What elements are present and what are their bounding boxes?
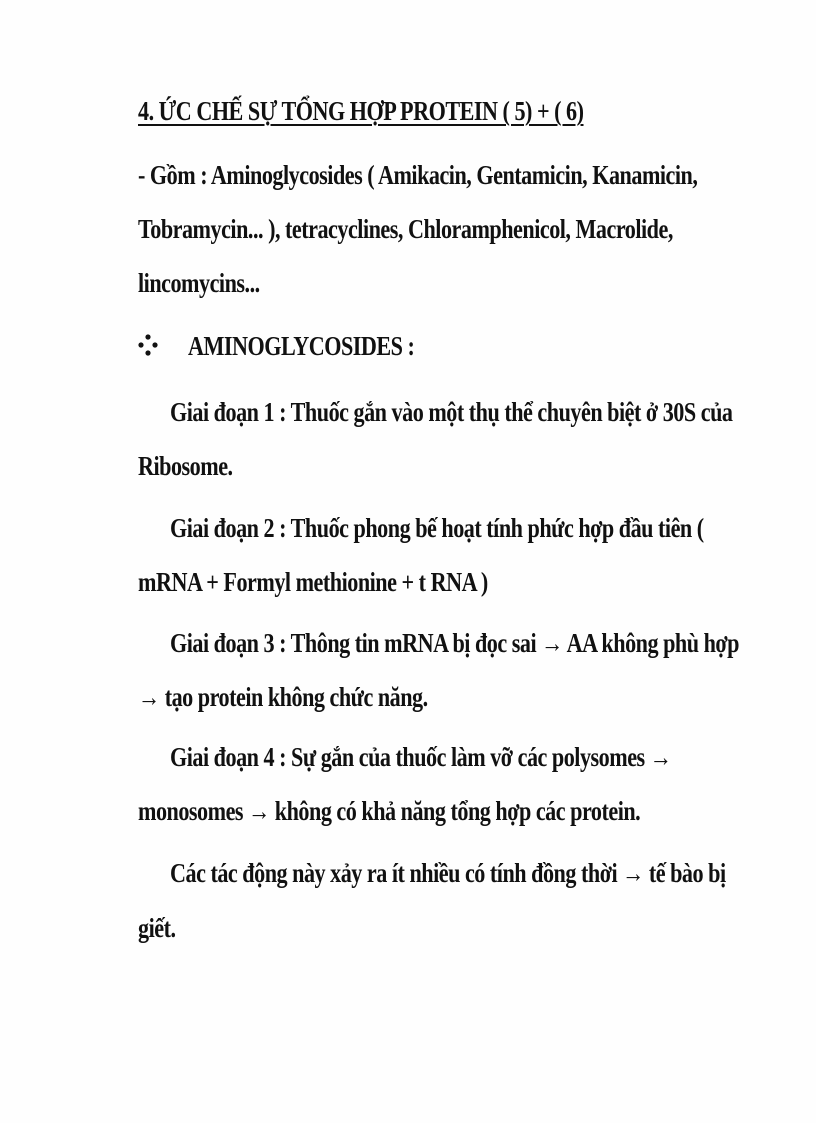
stage-3-line-2: → tạo protein không chức năng. (138, 682, 428, 712)
stage-4-line-2: monosomes → không có khả năng tổng hợp các protein. (138, 796, 641, 826)
intro-line-3: lincomycins... (138, 268, 260, 298)
four-dot-diamond-bullet-icon (138, 334, 158, 356)
conclusion-line-2: giết. (138, 913, 176, 943)
stage-4-line-1: Giai đoạn 4 : Sự gắn của thuốc làm vỡ các polysomes → (170, 742, 672, 772)
aminoglycosides-heading (138, 330, 538, 362)
stage-2-line-2: mRNA + Formyl methionine + t RNA ) (138, 567, 488, 597)
stage-1-line-2: Ribosome. (138, 451, 233, 481)
section-title: 4. ỨC CHẾ SỰ TỔNG HỢP PROTEIN ( 5) + ( 6) (138, 96, 584, 126)
intro-line-1: - Gồm : Aminoglycosides ( Amikacin, Gentamicin, Kanamicin, (138, 160, 698, 190)
stage-1-line-1: Giai đoạn 1 : Thuốc gắn vào một thụ thể chuyên biệt ở 30S của (170, 397, 733, 427)
stage-3-line-1: Giai đoạn 3 : Thông tin mRNA bị đọc sai → AA không phù hợp (170, 628, 740, 658)
stage-2-line-1: Giai đoạn 2 : Thuốc phong bế hoạt tính phức hợp đầu tiên ( (170, 513, 704, 543)
conclusion-line-1: Các tác động này xảy ra ít nhiều có tính đồng thời → tế bào bị (170, 858, 726, 888)
section-heading: AMINOGLYCOSIDES : (188, 331, 415, 361)
intro-line-2: Tobramycin... ), tetracyclines, Chloramphenicol, Macrolide, (138, 214, 673, 244)
